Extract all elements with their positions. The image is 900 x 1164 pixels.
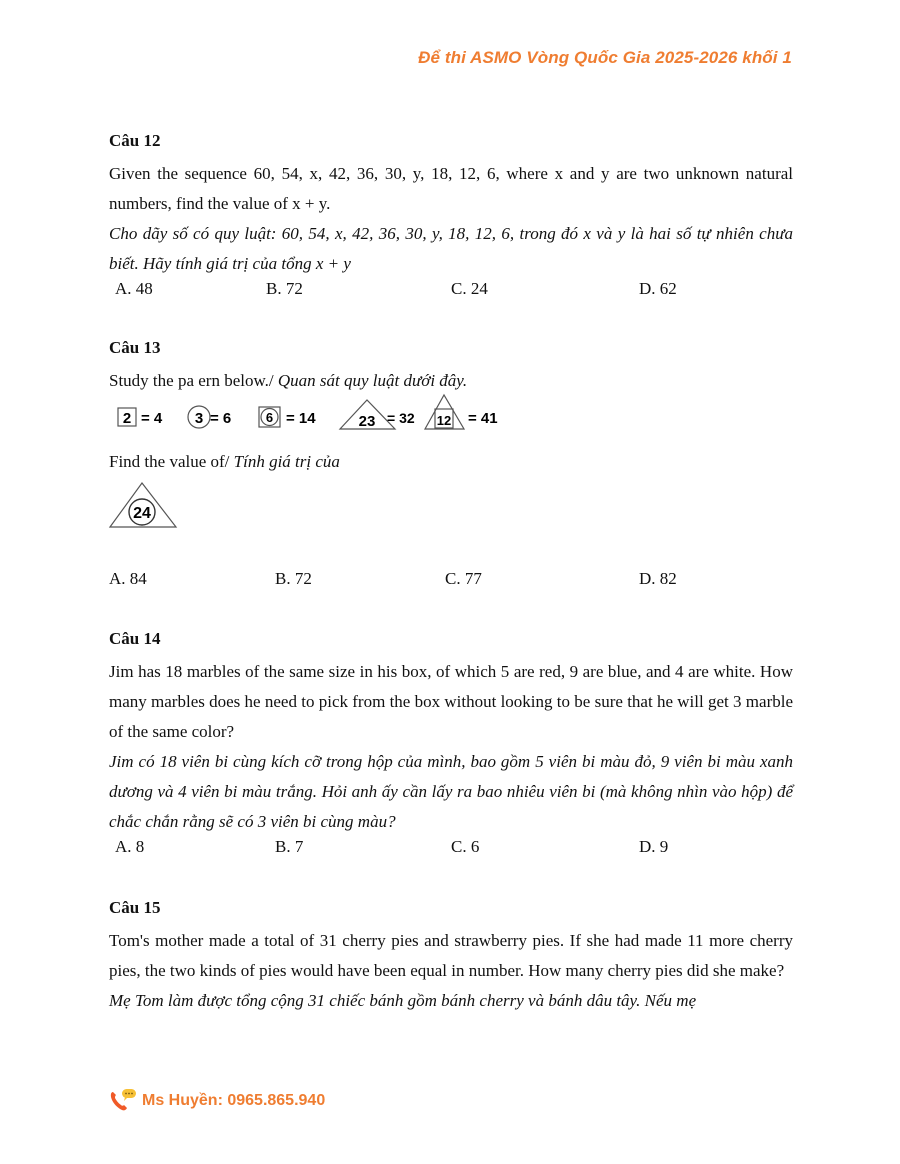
question-text-en: Jim has 18 marbles of the same size in his box, of which 5 are red, 9 are blue, and 4 are white. How many marbles does he need to pick from the box without looking to be sure that he will get 3 marble of the same color?	[109, 662, 793, 741]
option-d[interactable]: D. 9	[639, 837, 669, 856]
pattern-result: = 4	[141, 410, 163, 427]
answer-options	[109, 837, 793, 865]
pattern-number: 23	[358, 413, 376, 430]
question-heading: Câu 15	[109, 898, 161, 917]
question-text-en: Tom's mother made a total of 31 cherry pies and strawberry pies. If she had made 11 more cherry pies, the two kinds of pies would have been equal in number. How many cherry pies did she make?	[109, 931, 793, 980]
pattern-figure	[115, 392, 515, 434]
footer-contact	[108, 1088, 325, 1114]
question-text-en: Given the sequence 60, 54, x, 42, 36, 30, y, 18, 12, 6, where x and y are two unknown natural numbers, find the value of x + y.	[109, 164, 793, 213]
question-13	[109, 337, 793, 396]
question-13-options	[109, 569, 793, 597]
option-c[interactable]: C. 24	[451, 279, 488, 298]
question-text-vi: Jim có 18 viên bi cùng kích cỡ trong hộp của mình, bao gồm 5 viên bi màu đỏ, 9 viên bi màu xanh dương và 4 viên bi màu trắng. Hỏi anh ấy cần lấy ra bao nhiêu viên bi (mà không nhìn vào hộp) để chắc chắn rằng sẽ có 3 viên bi cùng màu?	[109, 752, 793, 831]
pattern-number: 6	[265, 410, 274, 425]
question-text-vi: Cho dãy số có quy luật: 60, 54, x, 42, 36, 30, y, 18, 12, 6, trong đó x và y là hai số tự nhiên chưa biết. Hãy tính giá trị của tổng x + y	[109, 224, 793, 273]
pattern-result: = 6	[210, 410, 232, 427]
answer-options	[109, 279, 793, 307]
pattern-item-circle	[188, 406, 231, 428]
question-13-find	[109, 447, 793, 477]
pattern-result: = 14	[286, 410, 316, 427]
pattern-number: 2	[122, 410, 132, 427]
find-prompt	[109, 447, 793, 477]
option-b[interactable]: B. 7	[275, 837, 304, 856]
document-header-title: Để thi ASMO Vòng Quốc Gia 2025-2026 khối 1	[418, 48, 792, 67]
option-a[interactable]: A. 8	[115, 837, 145, 856]
prompt-vi: Quan sát quy luật dưới đây.	[277, 371, 468, 390]
pattern-item-triangle	[340, 400, 415, 430]
question-15	[109, 897, 793, 1016]
pattern-result: = 41	[468, 410, 498, 427]
pattern-item-square-in-triangle	[425, 395, 498, 429]
target-number: 24	[133, 505, 151, 522]
prompt-en: Study the pa ern below./	[109, 371, 278, 390]
question-14	[109, 628, 793, 865]
question-heading: Câu 13	[109, 338, 161, 357]
question-12	[109, 130, 793, 307]
option-d[interactable]: D. 82	[639, 569, 677, 588]
find-en: Find the value of/	[109, 452, 234, 471]
phone-chat-icon	[108, 1088, 138, 1114]
find-vi: Tính giá trị của	[233, 452, 340, 471]
contact-text: Ms Huyền: 0965.865.940	[142, 1092, 326, 1109]
option-c[interactable]: C. 6	[451, 837, 480, 856]
option-d[interactable]: D. 62	[639, 279, 677, 298]
question-heading: Câu 12	[109, 131, 161, 150]
question-text-vi: Mẹ Tom làm được tổng cộng 31 chiếc bánh gồm bánh cherry và bánh dâu tây. Nếu mẹ	[109, 991, 697, 1010]
pattern-number: 3	[194, 410, 204, 427]
option-b[interactable]: B. 72	[275, 569, 312, 588]
option-a[interactable]: A. 48	[115, 279, 153, 298]
pattern-item-square	[118, 408, 163, 427]
option-c[interactable]: C. 77	[445, 569, 482, 588]
target-figure	[108, 480, 180, 530]
question-heading: Câu 14	[109, 629, 161, 648]
option-b[interactable]: B. 72	[266, 279, 303, 298]
option-a[interactable]: A. 84	[109, 569, 147, 588]
pattern-number: 12	[436, 413, 452, 428]
answer-options	[109, 569, 793, 597]
pattern-result: = 32	[387, 410, 415, 426]
pattern-item-circle-in-square	[259, 407, 316, 427]
